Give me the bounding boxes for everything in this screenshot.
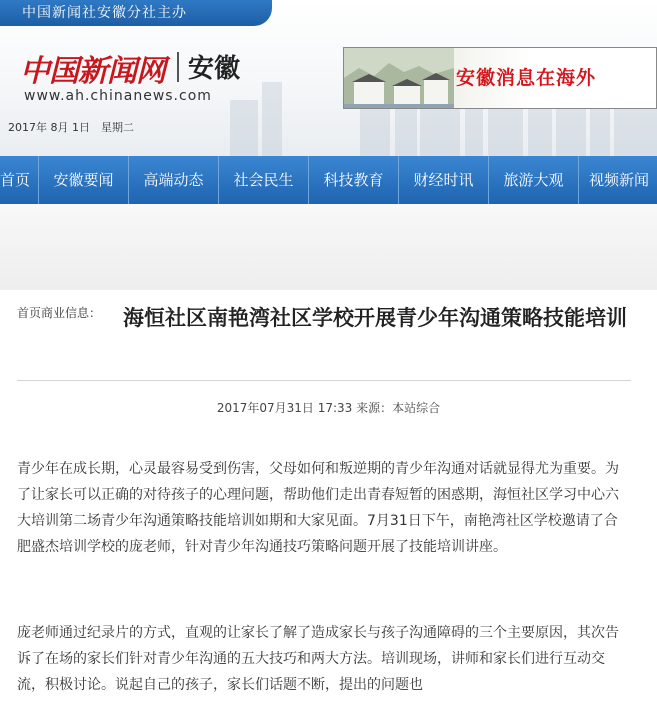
nav-item-video[interactable]: 视频新闻 [589, 171, 650, 189]
nav-item-society[interactable]: 社会民生 [219, 156, 309, 204]
breadcrumb[interactable]: 首页商业信息： [17, 306, 102, 320]
site-logo[interactable]: 中国新闻网 [20, 54, 165, 89]
logo-divider [177, 52, 179, 82]
article-title: 海恒社区南艳湾社区学校开展青少年沟通策略技能培训 [123, 305, 627, 330]
nav-item-travel[interactable]: 旅游大观 [489, 156, 579, 204]
nav-item-home[interactable]: 首页 [0, 156, 39, 204]
nav-item-anhui-news[interactable]: 安徽要闻 [39, 156, 129, 204]
huizhou-village-graphic [344, 48, 454, 109]
site-header [0, 0, 657, 156]
main-nav [0, 156, 657, 204]
site-region-label: 安徽 [188, 54, 241, 84]
nav-item-high-level[interactable]: 高端动态 [129, 156, 219, 204]
overseas-news-banner[interactable] [343, 47, 657, 109]
title-divider [17, 380, 631, 381]
publisher-tab: 中国新闻社安徽分社主办 [0, 0, 272, 26]
article-paragraph: 庞老师通过纪录片的方式，直观的让家长了解了造成家长与孩子沟通障碍的三个主要原因，其次告诉了在场的家长们针对青少年沟通的五大技巧和两大方法。培训现场，讲师和家长们进行互动交流，积极讨论。说起自己的孩子，家长们话题不断，提出的问题也 [17, 625, 619, 693]
gray-band [0, 204, 657, 290]
nav-item-sci-edu[interactable]: 科技教育 [309, 156, 399, 204]
article-meta: 2017年07月31日 17:33 来源：本站综合 [216, 401, 441, 415]
site-url: www.ah.chinanews.com [24, 88, 212, 104]
banner-text: 安徽消息在海外 [456, 67, 597, 89]
nav-item-finance[interactable]: 财经时讯 [399, 156, 489, 204]
current-date: 2017年 8月 1日 星期二 [8, 121, 134, 134]
article-paragraph: 青少年在成长期，心灵最容易受到伤害，父母如何和叛逆期的青少年沟通对话就显得尤为重要。为了让家长可以正确的对待孩子的心理问题，帮助他们走出青春短暂的困惑期，海恒社区学习中心六大培训第二场青少年沟通策略技能培训如期和大家见面。7月31日下午，南艳湾社区学校邀请了合肥盛杰培训学校的庞老师，针对青少年沟通技巧策略问题开展了技能培训讲座。 [17, 461, 619, 555]
